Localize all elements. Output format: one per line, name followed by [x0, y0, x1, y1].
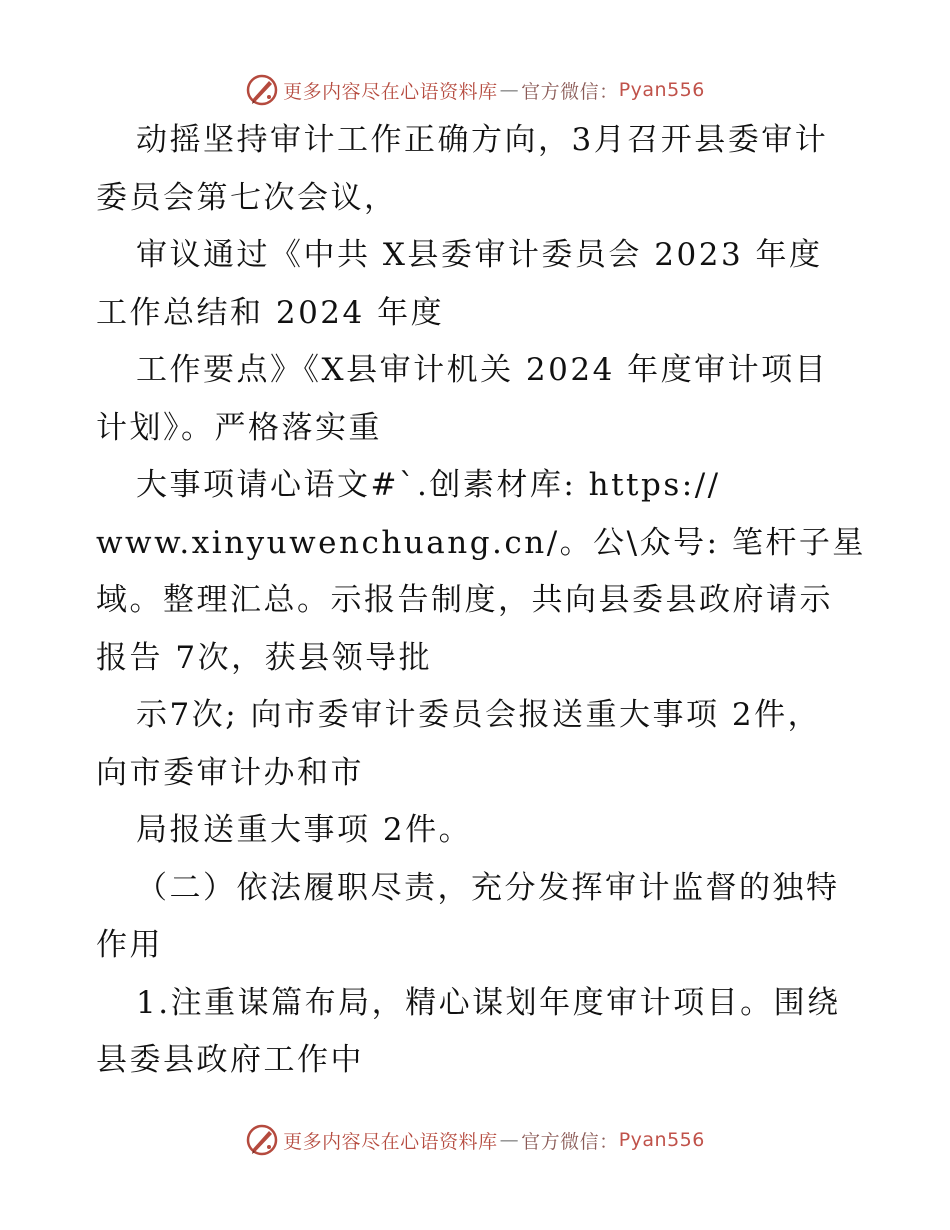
subsection-heading: 1.注重谋篇布局，精心谋划年度审计项目。围绕 [136, 984, 841, 1021]
text-line: 计划》。严格落实重 [96, 409, 382, 446]
header-wechat-id: Pyan556 [618, 79, 705, 101]
footer-contact-label: 官方微信： [521, 1130, 619, 1153]
text-line: 委员会第七次会议， [96, 179, 398, 216]
quill-pen-logo-icon [245, 1123, 279, 1157]
header-contact-label: 官方微信： [521, 80, 619, 103]
text-line: 示7次; 向市委审计委员会报送重大事项 2件， [136, 697, 822, 733]
text-line: 局报送重大事项 2件。 [136, 812, 473, 848]
text-line: 审议通过《中共 X县委审计委员会 2023 年度 [136, 237, 823, 273]
text-line: 工作总结和 2024 年度 [96, 294, 445, 331]
footer-banner-text: 更多内容尽在心语资料库 [283, 1130, 498, 1153]
text-line: 作用 [96, 927, 163, 963]
header-banner-text: 更多内容尽在心语资料库 [283, 80, 498, 103]
text-line: 工作要点》《X县审计机关 2024 年度审计项目 [136, 352, 829, 388]
text-line: www.xinyuwenchuang.cn/。公\众号: 笔杆子星 [96, 524, 866, 561]
text-line: 县委县政府工作中 [96, 1042, 364, 1078]
header-banner [0, 68, 950, 112]
footer-banner-separator: — [499, 1129, 520, 1151]
section-heading: （二）依法履职尽责，充分发挥审计监督的独特 [136, 869, 840, 906]
text-line: 向市委审计办和市 [96, 754, 364, 791]
quill-pen-logo-icon [245, 73, 279, 107]
footer-wechat-id: Pyan556 [618, 1129, 705, 1151]
text-line: 域。整理汇总。示报告制度，共向县委县政府请示 [96, 582, 833, 618]
text-line: 报告 7次，获县领导批 [96, 639, 433, 676]
header-banner-separator: — [499, 79, 520, 101]
text-line: 大事项请心语文#`.创素材库: https:// [136, 467, 721, 503]
footer-banner [0, 1118, 950, 1162]
document-body [96, 122, 866, 1100]
text-line: 动摇坚持审计工作正确方向，3月召开县委审计 [136, 122, 829, 158]
